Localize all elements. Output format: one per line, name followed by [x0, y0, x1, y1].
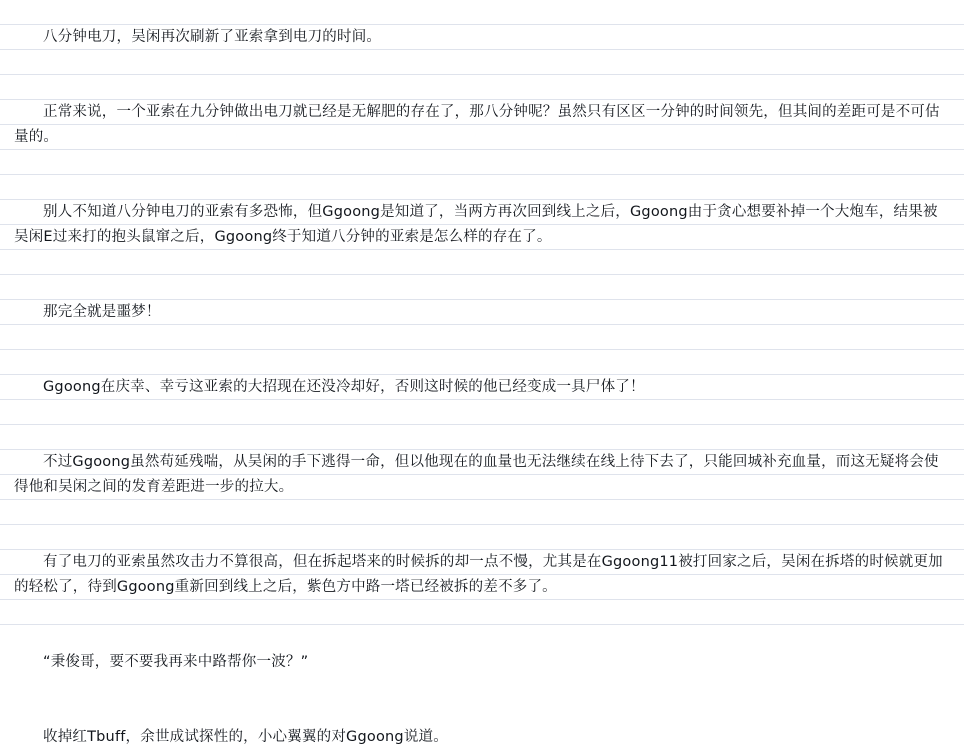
paragraph-gap	[0, 250, 964, 275]
paragraph-gap	[0, 700, 964, 725]
paragraph: 不过Ggoong虽然苟延残喘，从吴闲的手下逃得一命，但以他现在的血量也无法继续在线上待下去了，只能回城补充血量，而这无疑将会使得他和吴闲之间的发育差距进一步的拉大。	[14, 454, 939, 495]
paragraph: “秉俊哥，要不要我再来中路帮你一波？”	[43, 654, 309, 670]
paragraph-gap	[0, 50, 964, 75]
paragraph: 收掉红Tbuff，余世成试探性的，小心翼翼的对Ggoong说道。	[43, 729, 448, 745]
paragraph-gap	[0, 600, 964, 625]
top-spacer	[0, 0, 964, 25]
paragraph: 八分钟电刀，吴闲再次刷新了亚索拿到电刀的时间。	[43, 29, 382, 45]
paragraph-gap	[0, 325, 964, 350]
paragraph-gap	[0, 525, 964, 550]
paragraph-gap	[0, 150, 964, 175]
paragraph-gap	[0, 625, 964, 650]
paragraph-gap	[0, 350, 964, 375]
paragraph-gap	[0, 75, 964, 100]
paragraph: Ggoong在庆幸、幸亏这亚索的大招现在还没冷却好，否则这时候的他已经变成一具尸体了！	[43, 379, 645, 395]
paragraph: 有了电刀的亚索虽然攻击力不算很高，但在拆起塔来的时候拆的却一点不慢，尤其是在Ggoong11被打回家之后，吴闲在拆塔的时候就更加的轻松了，待到Ggoong重新回到线上之后，紫色方中路一塔已经被拆的差不多了。	[14, 554, 943, 595]
paragraph-gap	[0, 275, 964, 300]
paragraph: 那完全就是噩梦！	[43, 304, 161, 320]
paragraph-gap	[0, 500, 964, 525]
paragraph: 别人不知道八分钟电刀的亚索有多恐怖，但Ggoong是知道了，当两方再次回到线上之后，Ggoong由于贪心想要补掉一个大炮车，结果被吴闲E过来打的抱头鼠窜之后，Ggoong终于知道八分钟的亚索是怎么样的存在了。	[14, 204, 938, 245]
paragraph-gap	[0, 400, 964, 425]
paragraph-gap	[0, 425, 964, 450]
paragraph: 正常来说，一个亚索在九分钟做出电刀就已经是无解肥的存在了，那八分钟呢？虽然只有区区一分钟的时间领先，但其间的差距可是不可估量的。	[14, 104, 940, 145]
paragraph-gap	[0, 675, 964, 700]
paragraph-gap	[0, 175, 964, 200]
